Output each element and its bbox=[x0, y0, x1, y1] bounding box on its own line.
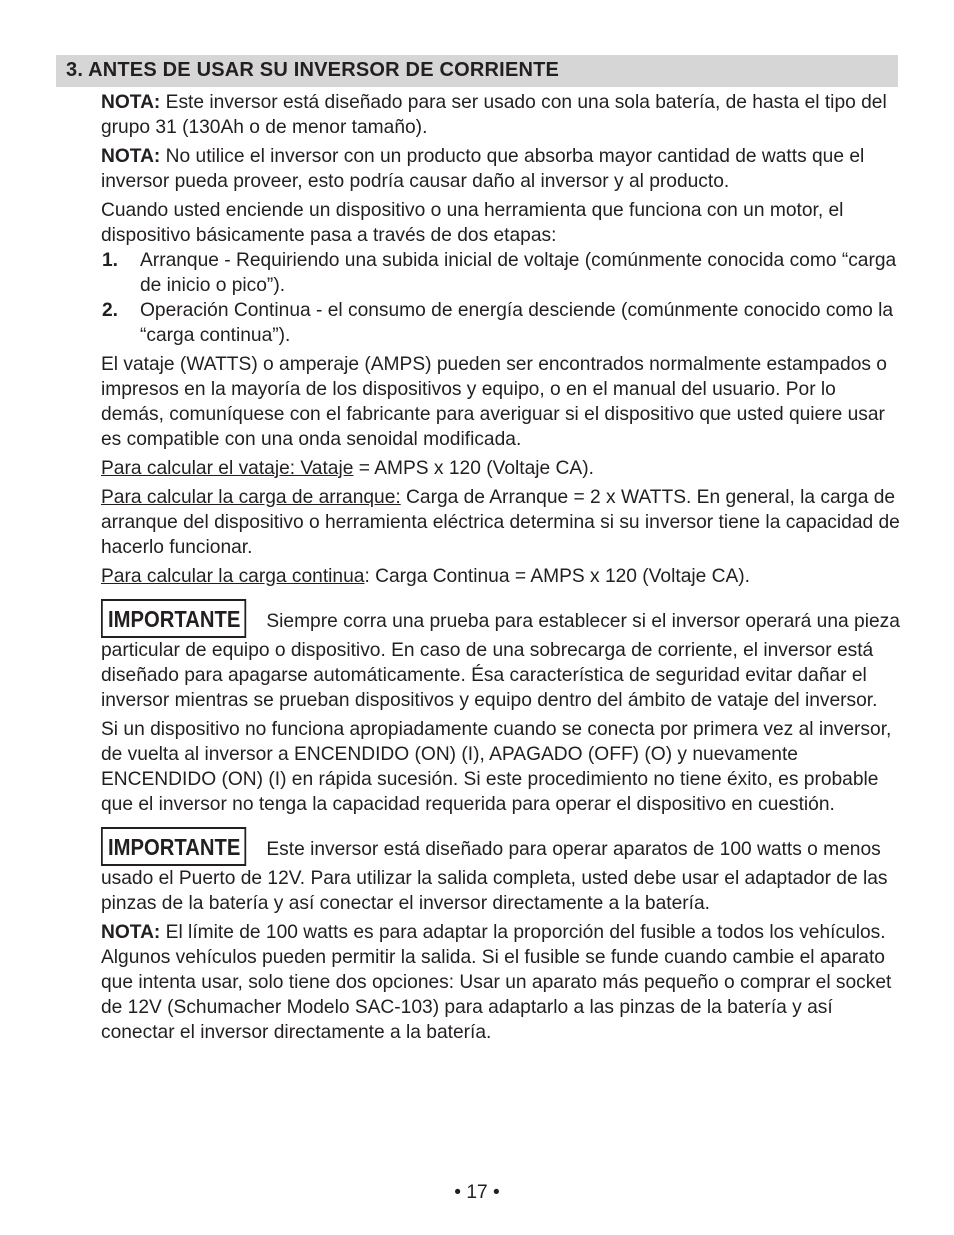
important-badge: IMPORTANTE bbox=[101, 827, 247, 866]
section-header-bar bbox=[56, 55, 898, 87]
calc-label: Para calcular la carga continua bbox=[101, 566, 365, 587]
calc-text: Carga de Arranque = 2 x WATTS. En general, la carga de arranque del dispositivo o herramienta eléctrica determina si su inversor tiene la capacidad de hacerlo funcionar. bbox=[101, 487, 900, 558]
wattage-paragraph: El vataje (WATTS) o amperaje (AMPS) pueden ser encontrados normalmente estampados o impresos en la mayoría de los dispositivos y equipo, o en el manual del usuario. Por lo demás, comuníquese con el fabricante para averiguar si el dispositivo que usted quiere usar es compatible con una onda senoidal modificada. bbox=[101, 354, 887, 450]
list-text: Arranque - Requiriendo una subida inicial de voltaje (comúnmente conocida como “carga de inicio o pico”). bbox=[140, 250, 897, 296]
note-label: NOTA: bbox=[101, 92, 161, 113]
calc-continuous-load bbox=[101, 564, 901, 589]
calc-startup-load bbox=[101, 485, 901, 560]
important-text: Siempre corra una prueba para establecer si el inversor operará una pieza particular de equipo o dispositivo. En caso de una sobrecarga de corriente, el inversor está diseñado para apagarse automáticamente. Ésa característica de seguridad evitar dañar el inversor mientras se prueban dispositivos y equipo dentro del ámbito de vataje del inversor. bbox=[101, 611, 900, 711]
note-text: No utilice el inversor con un producto que absorba mayor cantidad de watts que el inversor pueda proveer, esto podría causar daño al inversor y al producto. bbox=[101, 146, 865, 192]
list-item bbox=[101, 298, 901, 348]
note-watts bbox=[101, 144, 901, 194]
list-item bbox=[101, 248, 901, 298]
note-text: Este inversor está diseñado para ser usado con una sola batería, de hasta el tipo del grupo 31 (130Ah o de menor tamaño). bbox=[101, 92, 887, 138]
list-number: 1. bbox=[102, 250, 119, 271]
retry-paragraph: Si un dispositivo no funciona apropiadamente cuando se conecta por primera vez al inversor, de vuelta al inversor a ENCENDIDO (ON) (I), APAGADO (OFF) (O) y nuevamente ENCENDIDO (ON) (I) en rápida sucesión. Si este procedimiento no tiene éxito, es probable que el inversor no tenga la capacidad requerida para operar el dispositivo en cuestión. bbox=[101, 719, 892, 815]
note-fuse bbox=[101, 920, 901, 1045]
important-test-paragraph bbox=[101, 599, 901, 713]
intro-paragraph: Cuando usted enciende un dispositivo o una herramienta que funciona con un motor, el dispositivo básicamente pasa a través de dos etapas: bbox=[101, 200, 844, 246]
important-12v-paragraph bbox=[101, 827, 901, 916]
calc-label: Para calcular la carga de arranque: bbox=[101, 487, 401, 508]
calc-text: : Carga Continua = AMPS x 120 (Voltaje CA). bbox=[364, 566, 751, 587]
important-badge: IMPORTANTE bbox=[101, 599, 247, 638]
page-number: • 17 • bbox=[454, 1182, 500, 1203]
page-body bbox=[101, 90, 901, 1049]
important-text: Este inversor está diseñado para operar aparatos de 100 watts o menos usado el Puerto de 12V. Para utilizar la salida completa, usted debe usar el adaptador de las pinzas de la batería y así conectar el inversor directamente a la batería. bbox=[101, 839, 888, 914]
stages-list bbox=[101, 248, 901, 348]
note-label: NOTA: bbox=[101, 922, 161, 943]
list-number: 2. bbox=[102, 300, 119, 321]
calc-text: = AMPS x 120 (Voltaje CA). bbox=[353, 458, 594, 479]
list-text: Operación Continua - el consumo de energía desciende (comúnmente conocido como la “carga continua”). bbox=[140, 300, 894, 346]
calc-wattage bbox=[101, 456, 901, 481]
note-label: NOTA: bbox=[101, 146, 161, 167]
section-title: 3. ANTES DE USAR SU INVERSOR DE CORRIENTE bbox=[66, 59, 560, 81]
note-battery bbox=[101, 90, 901, 140]
calc-label: Para calcular el vataje: Vataje bbox=[101, 458, 354, 479]
note-text: El límite de 100 watts es para adaptar la proporción del fusible a todos los vehículos. Algunos vehículos pueden permitir la salida. Si el fusible se funde cuando cambie el aparato que intenta usar, solo tiene dos opciones: Usar un aparato más pequeño o comprar el socket de 12V (Schumacher Modelo SAC-103) para adaptarlo a las pinzas de la batería y así conectar el inversor directamente a la batería. bbox=[101, 922, 892, 1043]
